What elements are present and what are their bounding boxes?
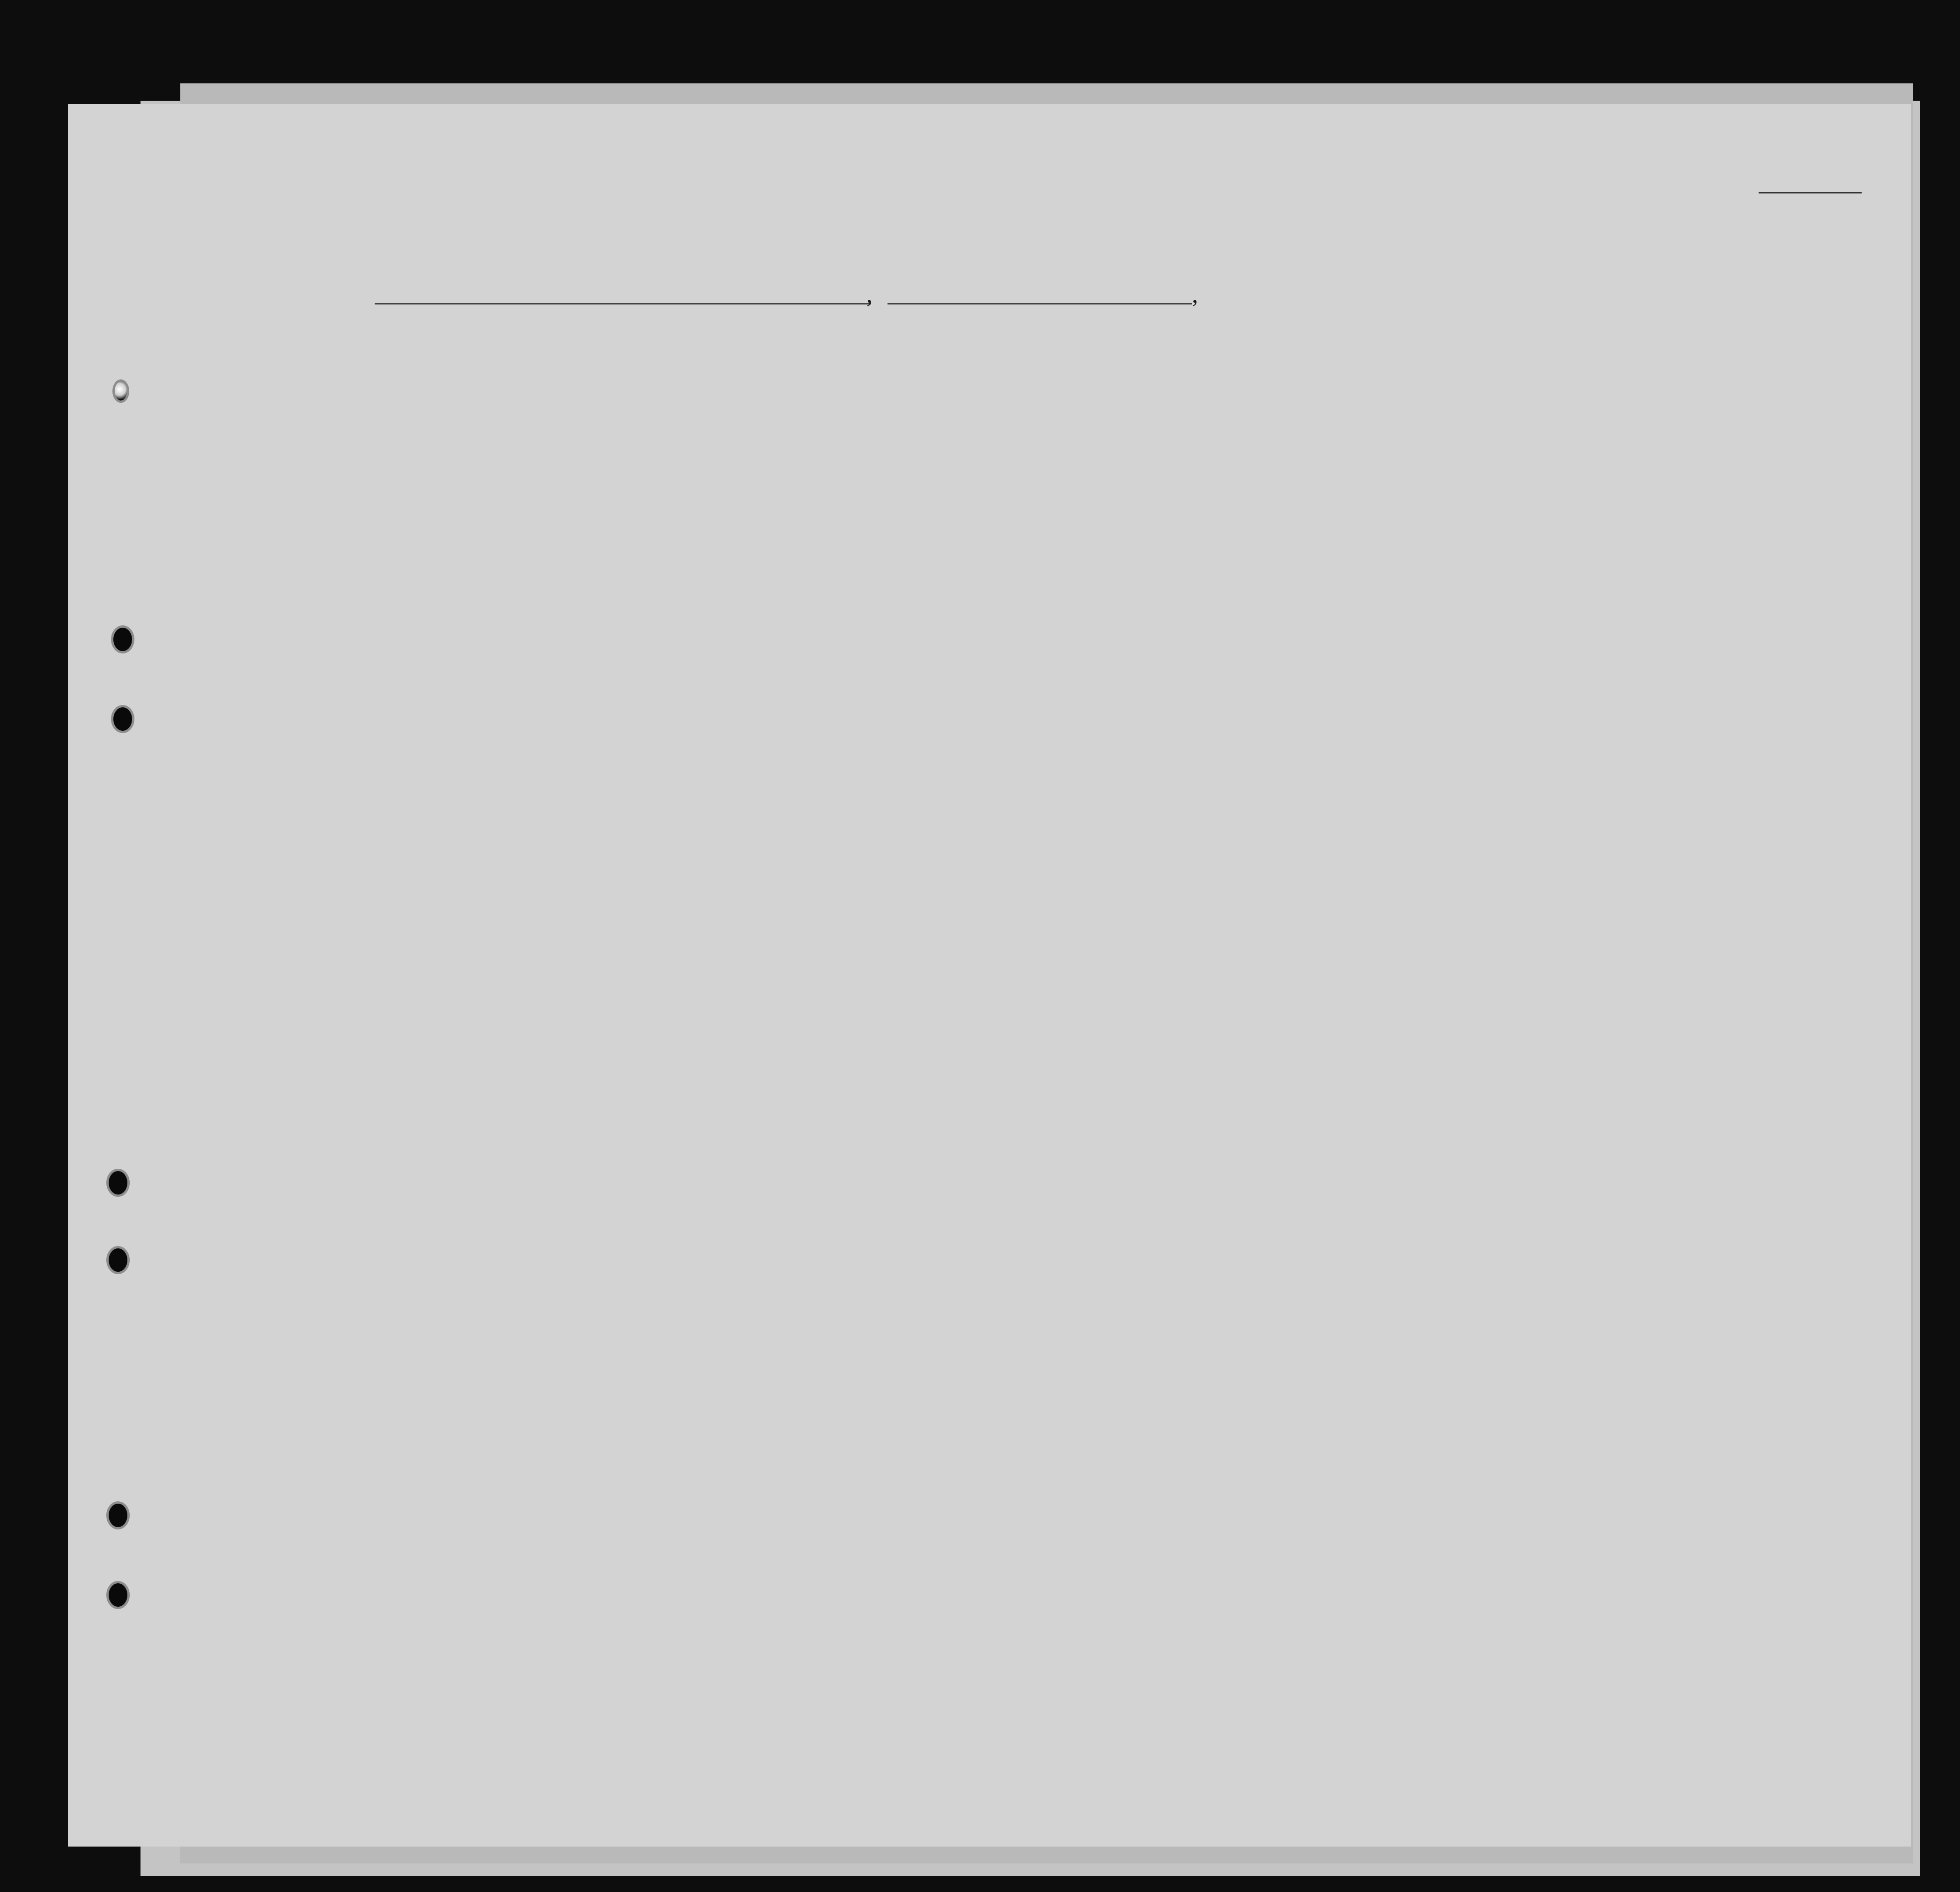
binder-hole	[115, 382, 127, 401]
binder-hole	[113, 628, 132, 651]
binder-hole	[109, 1248, 127, 1272]
binder-hole	[109, 1171, 127, 1195]
binder-hole	[113, 707, 132, 731]
binder-hole	[109, 1583, 127, 1607]
binder-hole	[109, 1504, 127, 1527]
